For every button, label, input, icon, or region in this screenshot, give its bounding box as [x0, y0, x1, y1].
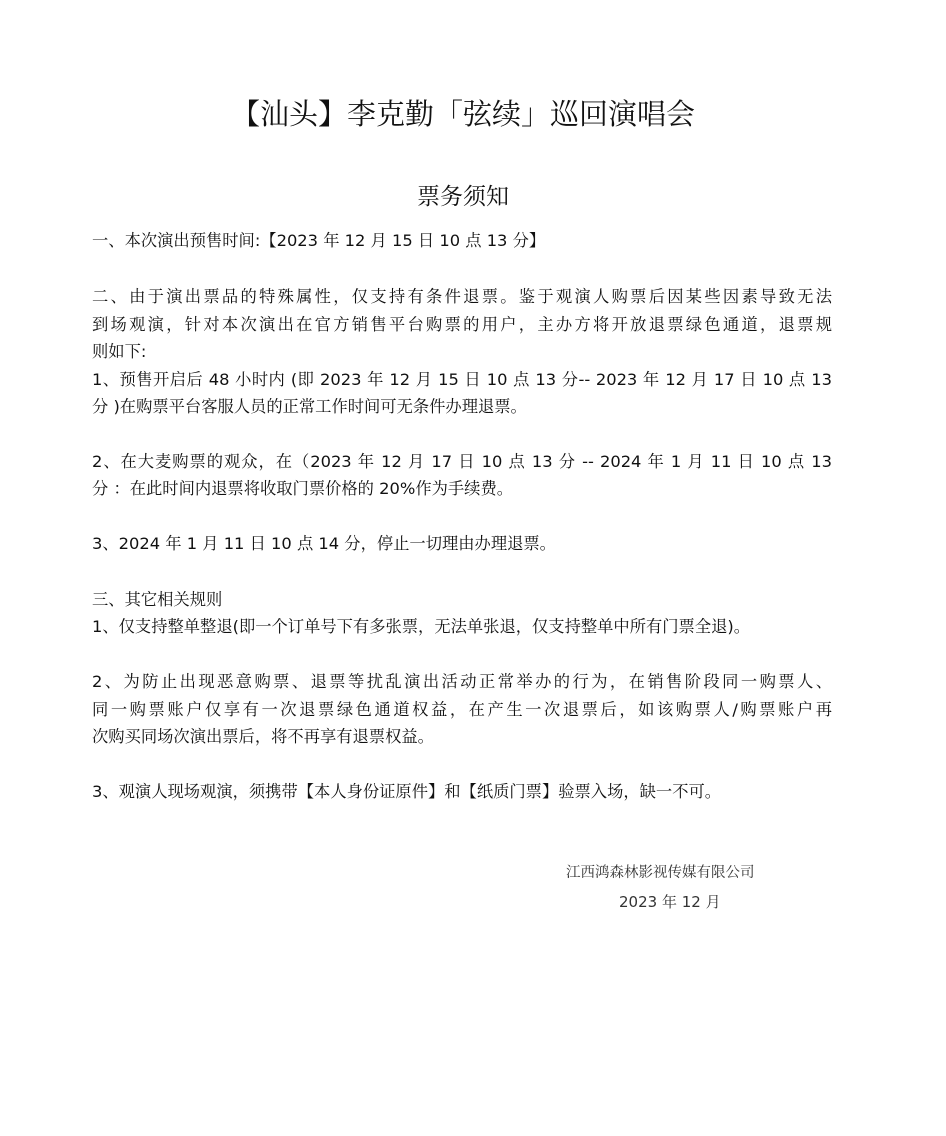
presale-time-line: 一、本次演出预售时间:【2023 年 12 月 15 日 10 点 13 分】	[92, 231, 546, 250]
other-rules-heading: 三、其它相关规则	[92, 590, 223, 609]
refund-rule-2-line-1: 2、在大麦购票的观众，在（2023 年 12 月 17 日 10 点 13 分 -- 2024 年 1 月 11 日 10 点 13	[92, 452, 832, 471]
refund-policy-line-1: 二、由于演出票品的特殊属性，仅支持有条件退票。鉴于观演人购票后因某些因素导致无法	[92, 287, 832, 306]
refund-rule-2-line-2: 分 ：在此时间内退票将收取门票价格的 20%作为手续费。	[92, 479, 514, 498]
refund-policy-line-3: 则如下:	[92, 342, 147, 361]
other-rule-2-line-3: 次购买同场次演出票后，将不再享有退票权益。	[92, 727, 434, 746]
other-rule-1-line: 1、仅支持整单整退(即一个订单号下有多张票，无法单张退，仅支持整单中所有门票全退)。	[92, 617, 751, 636]
other-rule-3-line: 3、观演人现场观演，须携带【本人身份证原件】和【纸质门票】验票入场，缺一不可。	[92, 782, 722, 801]
document-subtitle: 票务须知	[417, 184, 509, 210]
refund-rule-1-line-1: 1、预售开启后 48 小时内 (即 2023 年 12 月 15 日 10 点 13 分-- 2023 年 12 月 17 日 10 点 13	[92, 370, 832, 389]
other-rule-2-line-1: 2、为防止出现恶意购票、退票等扰乱演出活动正常举办的行为，在销售阶段同一购票人、	[92, 672, 832, 691]
refund-policy-line-2: 到场观演，针对本次演出在官方销售平台购票的用户，主办方将开放退票绿色通道，退票规	[92, 315, 832, 334]
issuer-company: 江西鸿森林影视传媒有限公司	[566, 865, 755, 881]
document-title: 【汕头】李克勤「弦续」巡回演唱会	[230, 97, 695, 131]
refund-rule-1-line-2: 分 )在购票平台客服人员的正常工作时间可无条件办理退票。	[92, 397, 527, 416]
refund-rule-3-line: 3、2024 年 1 月 11 日 10 点 14 分，停止一切理由办理退票。	[92, 534, 556, 553]
issue-date: 2023 年 12 月	[619, 893, 721, 911]
other-rule-2-line-2: 同一购票账户仅享有一次退票绿色通道权益，在产生一次退票后，如该购票人/购票账户再	[92, 700, 832, 719]
